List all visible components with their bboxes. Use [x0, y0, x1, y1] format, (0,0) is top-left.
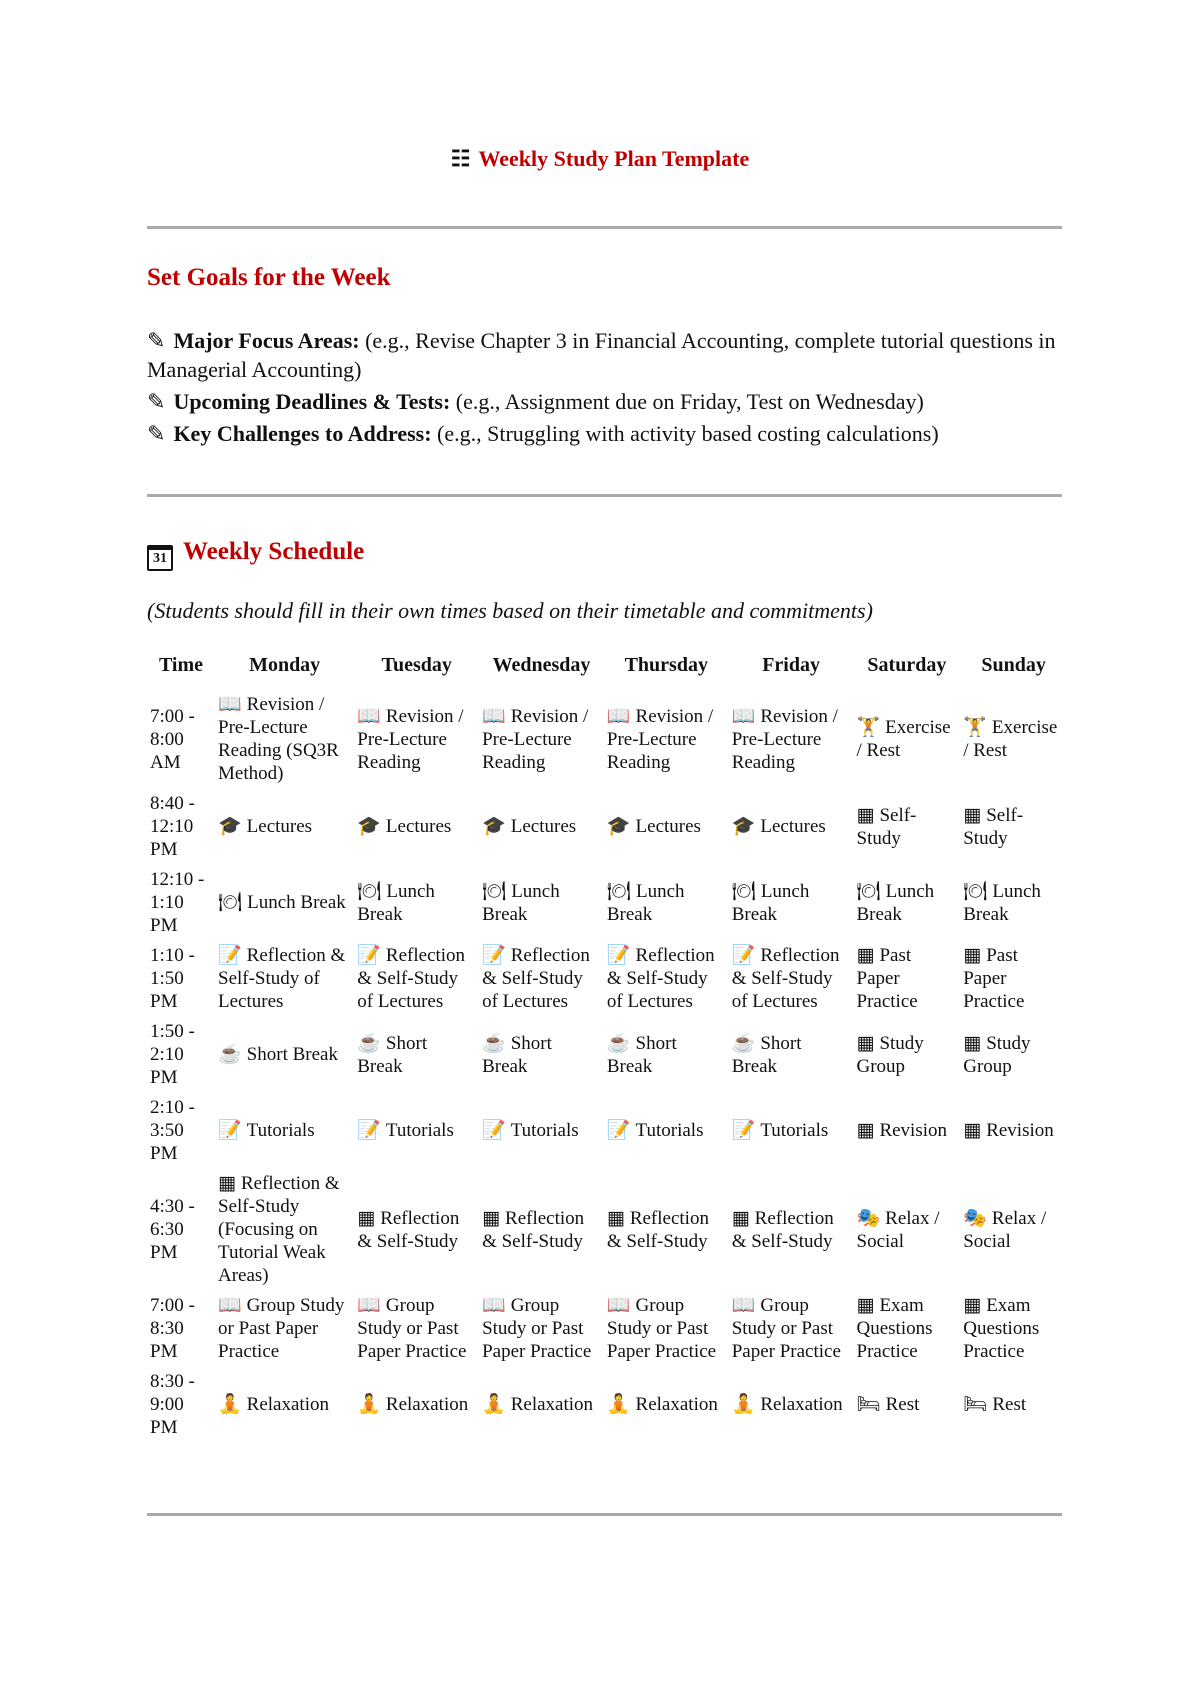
column-header-thursday: Thursday [624, 654, 708, 676]
memo-icon: 📝 [606, 945, 631, 966]
meditation-icon: 🧘 [731, 1394, 756, 1415]
schedule-cell [604, 1169, 729, 1291]
schedule-cell [854, 941, 961, 1017]
notebook-icon: ▦ [856, 1295, 875, 1316]
book-icon: 📖 [357, 705, 381, 727]
schedule-cell [729, 1367, 854, 1443]
schedule-cell [215, 865, 354, 941]
document-title [0, 146, 1200, 172]
activity-text: Lectures [635, 816, 701, 837]
meditation-icon: 🧘 [218, 1394, 242, 1415]
schedule-cell [960, 685, 1067, 789]
graduation-cap-icon: 🎓 [218, 816, 242, 837]
graduation-cap-icon: 🎓 [482, 816, 506, 837]
schedule-cell [479, 1093, 604, 1169]
divider [147, 494, 1062, 497]
plate-icon: 🍽 [731, 880, 756, 902]
time-slot: 1:10 - 1:50 PM [150, 945, 195, 1012]
schedule-cell [854, 685, 961, 789]
goal-text: (e.g., Assignment due on Friday, Test on Wednesday) [455, 389, 924, 414]
activity-text: Reflection & Self-Study of Lectures [731, 945, 840, 1012]
activity-text: Lunch Break [357, 880, 435, 925]
schedule-table [147, 650, 1067, 1443]
schedule-cell [215, 789, 354, 865]
notebook-icon: ▦ [218, 1173, 236, 1194]
schedule-cell [729, 1169, 854, 1291]
schedule-body [147, 685, 1067, 1443]
schedule-cell [354, 1169, 479, 1291]
activity-text: Relaxation [246, 1394, 329, 1415]
time-slot: 7:00 - 8:00 AM [150, 705, 195, 773]
schedule-cell [960, 1367, 1067, 1443]
notebook-icon: ▦ [731, 1207, 750, 1229]
schedule-cell [604, 865, 729, 941]
goal-label: Major Focus Areas: [173, 328, 360, 353]
schedule-cell [604, 1291, 729, 1367]
time-slot: 2:10 - 3:50 PM [150, 1097, 195, 1164]
notebook-icon: ▦ [963, 1032, 982, 1054]
memo-icon: 📝 [357, 1120, 381, 1141]
coffee-icon: ☕ [357, 1032, 381, 1054]
time-slot: 1:50 - 2:10 PM [150, 1021, 195, 1088]
schedule-cell [729, 865, 854, 941]
schedule-cell [854, 1017, 961, 1093]
activity-text: Revision / Pre-Lecture Reading (SQ3R Method) [218, 694, 339, 784]
activity-text: Past Paper Practice [963, 945, 1025, 1012]
activity-text: Tutorials [246, 1120, 315, 1141]
notebook-icon: ▦ [963, 1120, 982, 1141]
goal-item [147, 326, 1062, 384]
schedule-cell [604, 685, 729, 789]
bed-icon: 🛏 [963, 1394, 988, 1415]
plate-icon: 🍽 [482, 880, 507, 902]
schedule-cell [854, 865, 961, 941]
schedule-cell [604, 789, 729, 865]
activity-text: Relaxation [760, 1394, 843, 1415]
notebook-icon: ▦ [856, 804, 875, 826]
schedule-cell [215, 685, 354, 789]
schedule-row [147, 1017, 1067, 1093]
column-header-sunday: Sunday [981, 654, 1046, 676]
schedule-cell [479, 1291, 604, 1367]
notebook-icon: ▦ [856, 1120, 875, 1141]
schedule-row [147, 1169, 1067, 1291]
schedule-cell [354, 685, 479, 789]
activity-text: Exam Questions Practice [963, 1295, 1040, 1362]
goals-list [147, 326, 1062, 451]
column-header-tuesday: Tuesday [381, 654, 452, 676]
memo-icon: 📝 [482, 1120, 506, 1141]
plate-icon: 🍽 [606, 880, 631, 902]
book-icon: 📖 [218, 694, 242, 715]
activity-text: Exam Questions Practice [856, 1295, 933, 1362]
activity-text: Relax / Social [856, 1207, 940, 1252]
activity-text: Tutorials [510, 1120, 579, 1141]
activity-text: Study Group [856, 1032, 924, 1077]
activity-text: Reflection & Self-Study of Lectures [606, 945, 715, 1012]
schedule-cell [604, 941, 729, 1017]
schedule-cell [215, 1017, 354, 1093]
schedule-row [147, 1367, 1067, 1443]
schedule-row [147, 865, 1067, 941]
schedule-cell [854, 789, 961, 865]
book-icon: 📖 [606, 705, 631, 727]
schedule-row [147, 1093, 1067, 1169]
activity-text: Reflection & Self-Study of Lectures [482, 945, 590, 1012]
schedule-row [147, 789, 1067, 865]
activity-text: Past Paper Practice [856, 945, 918, 1012]
plate-icon: 🍽 [963, 880, 988, 902]
goal-item [147, 419, 1062, 448]
time-slot: 7:00 - 8:30 PM [150, 1295, 195, 1362]
book-icon: 📖 [218, 1295, 242, 1316]
bed-icon: 🛏 [856, 1394, 881, 1415]
book-icon: 📖 [731, 1295, 756, 1316]
activity-text: Revision [879, 1120, 948, 1141]
schedule-heading [147, 538, 364, 571]
activity-text: Relaxation [510, 1394, 594, 1415]
plate-icon: 🍽 [856, 880, 881, 902]
activity-text: Exercise / Rest [856, 717, 951, 761]
column-header-monday: Monday [249, 654, 321, 676]
activity-text: Revision / Pre-Lecture Reading [606, 705, 714, 773]
coffee-icon: ☕ [218, 1044, 242, 1065]
schedule-cell [479, 1017, 604, 1093]
schedule-cell [215, 1367, 354, 1443]
schedule-cell [729, 1017, 854, 1093]
column-header-wednesday: Wednesday [492, 654, 591, 676]
memo-icon: 📝 [357, 945, 381, 966]
schedule-cell [604, 1367, 729, 1443]
pushpin-icon: ✎ [147, 328, 166, 353]
activity-text: Lectures [510, 816, 577, 837]
activity-text: Lectures [246, 816, 313, 837]
pushpin-icon: ✎ [147, 421, 166, 446]
schedule-cell [354, 865, 479, 941]
schedule-cell [960, 1017, 1067, 1093]
schedule-cell [729, 1093, 854, 1169]
schedule-cell [960, 1291, 1067, 1367]
activity-text: Tutorials [635, 1120, 704, 1141]
meditation-icon: 🧘 [482, 1394, 506, 1415]
activity-text: Relax / Social [963, 1207, 1047, 1252]
schedule-cell [960, 1093, 1067, 1169]
coffee-icon: ☕ [482, 1032, 506, 1054]
schedule-cell [960, 865, 1067, 941]
schedule-note: (Students should fill in their own times based on their timetable and commitments) [147, 598, 873, 623]
coffee-icon: ☕ [731, 1032, 756, 1054]
schedule-cell [354, 1093, 479, 1169]
activity-text: Lunch Break [963, 880, 1041, 925]
meditation-icon: 🧘 [606, 1394, 631, 1415]
activity-text: Group Study or Past Paper Practice [357, 1295, 467, 1362]
activity-text: Rest [885, 1394, 920, 1415]
goal-text: (e.g., Revise Chapter 3 in Financial Accounting, complete tutorial questions in Managerial Accounting) [147, 328, 1056, 382]
activity-text: Group Study or Past Paper Practice [731, 1295, 841, 1362]
activity-text: Reflection & Self-Study (Focusing on Tutorial Weak Areas) [218, 1173, 340, 1286]
activity-text: Relaxation [385, 1394, 469, 1415]
book-icon: 📖 [731, 705, 756, 727]
goal-item [147, 387, 1062, 416]
pushpin-icon: ✎ [147, 389, 166, 414]
activity-text: Short Break [606, 1032, 677, 1077]
graduation-cap-icon: 🎓 [606, 816, 631, 837]
book-icon: 📖 [482, 1295, 506, 1316]
coffee-icon: ☕ [606, 1032, 631, 1054]
activity-text: Short Break [731, 1032, 802, 1077]
notebook-icon: ▦ [856, 1032, 875, 1054]
schedule-cell [854, 1169, 961, 1291]
document-title-text: Weekly Study Plan Template [478, 146, 750, 171]
activity-text: Lectures [760, 816, 826, 837]
schedule-cell [479, 865, 604, 941]
activity-text: Reflection & Self-Study of Lectures [218, 945, 346, 1012]
notebook-icon: ▦ [606, 1207, 625, 1229]
graduation-cap-icon: 🎓 [731, 816, 756, 837]
notebook-icon: ▦ [963, 1295, 982, 1316]
goal-label: Upcoming Deadlines & Tests: [173, 389, 451, 414]
activity-text: Exercise / Rest [963, 717, 1058, 761]
memo-icon: 📝 [482, 945, 506, 966]
masks-icon: 🎭 [963, 1207, 987, 1229]
activity-text: Tutorials [760, 1120, 829, 1141]
divider [147, 226, 1062, 229]
clipboard-icon: ☷ [450, 146, 471, 171]
schedule-cell [854, 1291, 961, 1367]
notebook-icon: ▦ [856, 945, 875, 966]
activity-text: Tutorials [385, 1120, 454, 1141]
calendar-icon: 31 [147, 545, 173, 571]
schedule-cell [215, 1093, 354, 1169]
time-slot: 8:30 - 9:00 PM [150, 1371, 195, 1438]
activity-text: Reflection & Self-Study [606, 1207, 709, 1252]
graduation-cap-icon: 🎓 [357, 816, 381, 837]
schedule-cell [354, 1367, 479, 1443]
activity-text: Revision / Pre-Lecture Reading [482, 705, 589, 773]
schedule-row [147, 1291, 1067, 1367]
activity-text: Lunch Break [731, 880, 810, 925]
memo-icon: 📝 [731, 1120, 756, 1141]
schedule-cell [729, 789, 854, 865]
activity-text: Revision [986, 1120, 1054, 1141]
schedule-cell [604, 1017, 729, 1093]
book-icon: 📖 [357, 1295, 381, 1316]
activity-text: Study Group [963, 1032, 1031, 1077]
activity-text: Self-Study [963, 804, 1024, 849]
weightlifter-icon: 🏋 [856, 717, 881, 738]
column-header-friday: Friday [762, 654, 820, 676]
schedule-cell [479, 685, 604, 789]
activity-text: Lectures [385, 816, 452, 837]
masks-icon: 🎭 [856, 1207, 881, 1229]
activity-text: Self-Study [856, 804, 917, 849]
activity-text: Group Study or Past Paper Practice [482, 1295, 592, 1362]
schedule-cell [215, 1169, 354, 1291]
schedule-cell [215, 1291, 354, 1367]
notebook-icon: ▦ [963, 945, 982, 966]
time-slot: 4:30 - 6:30 PM [150, 1196, 195, 1263]
schedule-cell [729, 1291, 854, 1367]
weightlifter-icon: 🏋 [963, 717, 987, 738]
schedule-cell [960, 789, 1067, 865]
schedule-heading-text: Weekly Schedule [183, 538, 365, 565]
goal-label: Key Challenges to Address: [173, 421, 432, 446]
schedule-cell [729, 941, 854, 1017]
schedule-cell [854, 1367, 961, 1443]
schedule-cell [479, 1367, 604, 1443]
activity-text: Reflection & Self-Study of Lectures [357, 945, 466, 1012]
schedule-cell [960, 1169, 1067, 1291]
activity-text: Reflection & Self-Study [482, 1207, 585, 1252]
notebook-icon: ▦ [482, 1207, 501, 1229]
goals-heading: Set Goals for the Week [147, 264, 391, 291]
notebook-icon: ▦ [963, 804, 982, 826]
activity-text: Revision / Pre-Lecture Reading [357, 705, 464, 773]
activity-text: Relaxation [635, 1394, 718, 1415]
goal-text: (e.g., Struggling with activity based costing calculations) [437, 421, 939, 446]
book-icon: 📖 [482, 705, 506, 727]
activity-text: Lunch Break [247, 892, 346, 913]
schedule-header-row [147, 650, 1067, 685]
schedule-cell [354, 789, 479, 865]
notebook-icon: ▦ [357, 1207, 376, 1229]
activity-text: Lunch Break [606, 880, 685, 925]
activity-text: Reflection & Self-Study [731, 1207, 834, 1252]
schedule-cell [354, 1017, 479, 1093]
time-slot: 12:10 - 1:10 PM [150, 869, 205, 936]
column-header-saturday: Saturday [867, 654, 947, 676]
schedule-cell [479, 1169, 604, 1291]
activity-text: Group Study or Past Paper Practice [218, 1295, 345, 1362]
meditation-icon: 🧘 [357, 1394, 381, 1415]
memo-icon: 📝 [218, 945, 242, 966]
memo-icon: 📝 [606, 1120, 631, 1141]
book-icon: 📖 [606, 1295, 631, 1316]
activity-text: Revision / Pre-Lecture Reading [731, 705, 838, 773]
activity-text: Rest [992, 1394, 1027, 1415]
activity-text: Lunch Break [482, 880, 560, 925]
time-slot: 8:40 - 12:10 PM [150, 793, 195, 860]
memo-icon: 📝 [731, 945, 756, 966]
memo-icon: 📝 [218, 1120, 242, 1141]
schedule-cell [354, 1291, 479, 1367]
activity-text: Lunch Break [856, 880, 935, 925]
schedule-row [147, 941, 1067, 1017]
schedule-cell [604, 1093, 729, 1169]
activity-text: Short Break [482, 1032, 552, 1077]
schedule-cell [479, 789, 604, 865]
schedule-cell [729, 685, 854, 789]
schedule-cell [479, 941, 604, 1017]
activity-text: Short Break [357, 1032, 428, 1077]
schedule-cell [354, 941, 479, 1017]
activity-text: Group Study or Past Paper Practice [606, 1295, 717, 1362]
plate-icon: 🍽 [218, 892, 243, 913]
column-header-time: Time [158, 654, 204, 676]
schedule-cell [215, 941, 354, 1017]
plate-icon: 🍽 [357, 880, 382, 902]
schedule-cell [960, 941, 1067, 1017]
activity-text: Short Break [246, 1044, 338, 1065]
activity-text: Reflection & Self-Study [357, 1207, 460, 1252]
schedule-row [147, 685, 1067, 789]
divider [147, 1513, 1062, 1516]
schedule-cell [854, 1093, 961, 1169]
